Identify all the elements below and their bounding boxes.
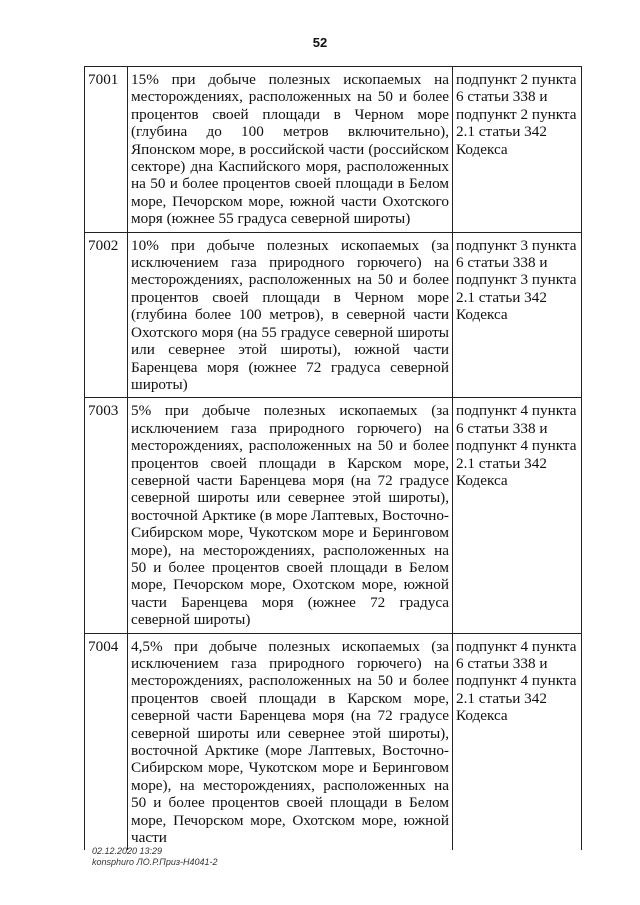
row-reference: подпункт 3 пункта 6 статьи 338 и подпункт 3 пункта 2.1 статьи 342 Кодекса bbox=[453, 232, 582, 398]
row-code: 7002 bbox=[85, 232, 128, 398]
footer-file: konsphuro ЛО.Р.Приз-Н4041-2 bbox=[92, 857, 218, 867]
row-reference: подпункт 4 пункта 6 статьи 338 и подпункт 4 пункта 2.1 статьи 342 Кодекса bbox=[453, 633, 582, 850]
row-reference: подпункт 4 пункта 6 статьи 338 и подпункт 4 пункта 2.1 статьи 342 Кодекса bbox=[453, 398, 582, 633]
codes-table bbox=[84, 66, 582, 850]
row-description: 5% при добыче полезных ископаемых (за исключением газа природного горючего) на месторождениях, расположенных на 50 и более процентов своей площади в Карском море, северной части Баренцева моря (на 72 градусе северной широты или севернее этой широты), восточной Арктике (в море Лаптевых, Восточно-Сибирском море, Чукотском море и Беринговом море), на месторождениях, расположенных на 50 и более процентов своей площади в Белом море, Печорском море, Охотском море, южной части Баренцева моря (южнее 72 градуса северной широты) bbox=[128, 398, 453, 633]
row-description: 4,5% при добыче полезных ископаемых (за исключением газа природного горючего) на месторождениях, расположенных на 50 и более процентов своей площади в Карском море, северной части Баренцева моря (на 72 градусе северной широты или севернее этой широты), восточной Арктике (море Лаптевых, Восточно-Сибирском море, Чукотском море и Беринговом море), на месторождениях, расположенных на 50 и более процентов своей площади в Белом море, Печорском море, Охотском море, южной части bbox=[128, 633, 453, 850]
footer-timestamp: 02.12.2020 13:29 bbox=[92, 846, 163, 856]
table-row bbox=[85, 633, 582, 850]
row-code: 7003 bbox=[85, 398, 128, 633]
table-row bbox=[85, 67, 582, 233]
document-footer bbox=[92, 846, 218, 868]
row-code: 7004 bbox=[85, 633, 128, 850]
row-code: 7001 bbox=[85, 67, 128, 233]
page-number: 52 bbox=[312, 35, 328, 50]
row-reference: подпункт 2 пункта 6 статьи 338 и подпункт 2 пункта 2.1 статьи 342 Кодекса bbox=[453, 67, 582, 233]
row-description: 10% при добыче полезных ископаемых (за исключением газа природного горючего) на месторождениях, расположенных на 50 и более процентов своей площади в Черном море (глубина более 100 метров), в северной части Охотского моря (на 55 градусе северной широты или севернее этой широты), южной части Баренцева моря (южнее 72 градуса северной широты) bbox=[128, 232, 453, 398]
row-description: 15% при добыче полезных ископаемых на месторождениях, расположенных на 50 и более процентов своей площади в Черном море (глубина до 100 метров включительно), Японском море, в российской части (российском секторе) дна Каспийского моря, расположенных на 50 и более процентов своей площади в Белом море, Печорском море, южной части Охотского моря (южнее 55 градуса северной широты) bbox=[128, 67, 453, 233]
table-row bbox=[85, 232, 582, 398]
table-row bbox=[85, 398, 582, 633]
